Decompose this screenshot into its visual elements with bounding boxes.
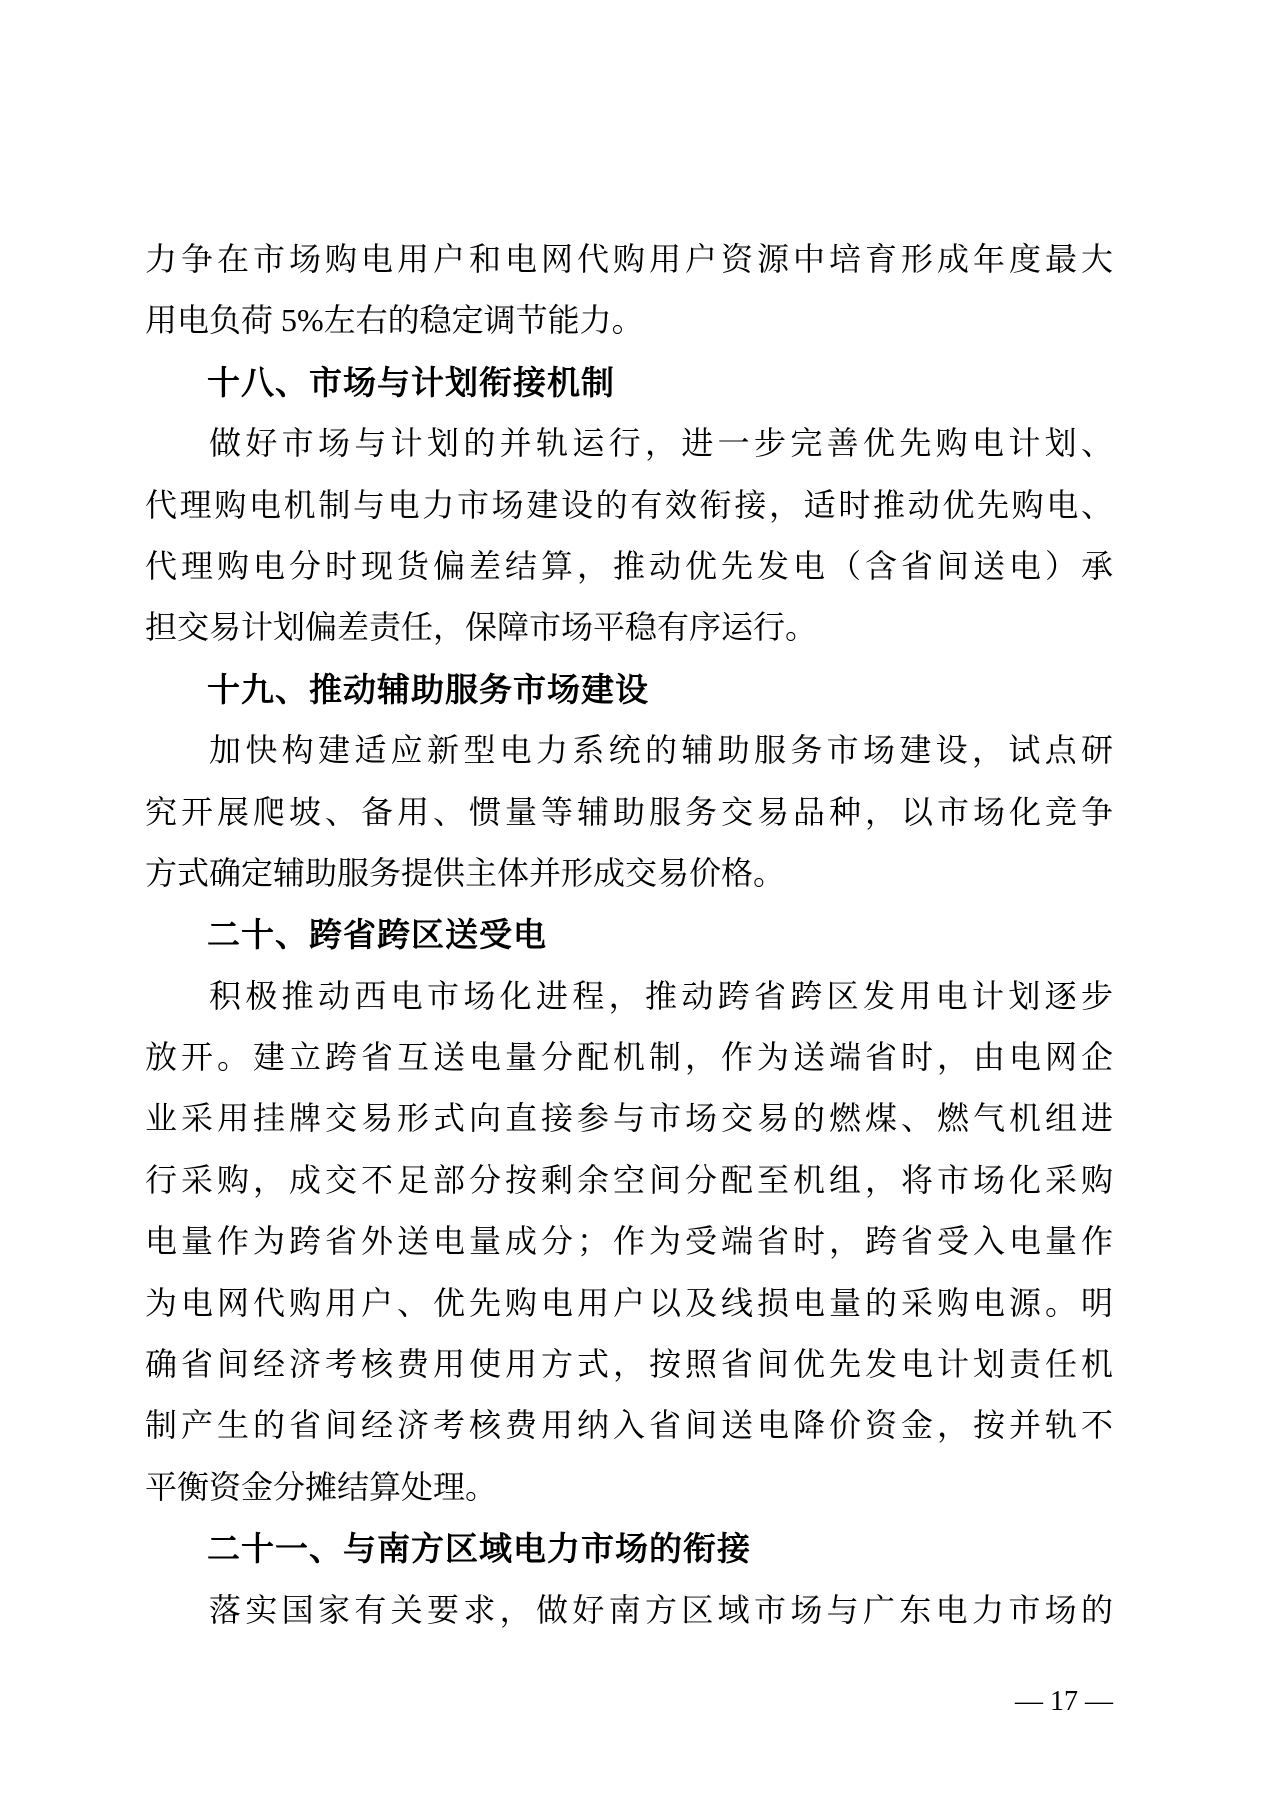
doc-line: 平衡资金分摊结算处理。 (145, 1468, 498, 1505)
doc-line: 代理购电机制与电力市场建设的有效衔接，适时推动优先购电、 (145, 486, 1113, 523)
doc-line: 电量作为跨省外送电量成分；作为受端省时，跨省受入电量作 (145, 1223, 1113, 1260)
doc-line: 放开。建立跨省互送电量分配机制，作为送端省时，由电网企 (145, 1039, 1113, 1076)
doc-line: 用电负荷 5%左右的稳定调节能力。 (145, 302, 644, 339)
section-heading: 十九、推动辅助服务市场建设 (207, 670, 649, 708)
section-heading: 二十、跨省跨区送受电 (207, 916, 547, 954)
doc-line: 落实国家有关要求，做好南方区域市场与广东电力市场的 (209, 1591, 1113, 1628)
page-number: — 17 — (1015, 1686, 1113, 1717)
doc-line: 担交易计划偏差责任，保障市场平稳有序运行。 (145, 609, 818, 646)
doc-line: 方式确定辅助服务提供主体并形成交易价格。 (145, 854, 786, 891)
section-heading: 二十一、与南方区域电力市场的衔接 (207, 1530, 751, 1568)
doc-line: 确省间经济考核费用使用方式，按照省间优先发电计划责任机 (145, 1346, 1113, 1383)
doc-line: 究开展爬坡、备用、惯量等辅助服务交易品种，以市场化竞争 (145, 793, 1113, 830)
doc-line: 积极推动西电市场化进程，推动跨省跨区发用电计划逐步 (209, 977, 1113, 1014)
document-body (145, 229, 1113, 1641)
doc-line: 做好市场与计划的并轨运行，进一步完善优先购电计划、 (209, 425, 1113, 462)
doc-line: 力争在市场购电用户和电网代购用户资源中培育形成年度最大 (145, 241, 1113, 277)
doc-line: 代理购电分时现货偏差结算，推动优先发电（含省间送电）承 (145, 547, 1113, 584)
doc-line: 加快构建适应新型电力系统的辅助服务市场建设，试点研 (209, 732, 1113, 769)
doc-line: 制产生的省间经济考核费用纳入省间送电降价资金，按并轨不 (145, 1407, 1113, 1444)
doc-line: 业采用挂牌交易形式向直接参与市场交易的燃煤、燃气机组进 (145, 1100, 1113, 1137)
doc-line: 行采购，成交不足部分按剩余空间分配至机组，将市场化采购 (145, 1161, 1113, 1198)
section-heading: 十八、市场与计划衔接机制 (207, 363, 615, 401)
doc-line: 为电网代购用户、优先购电用户以及线损电量的采购电源。明 (145, 1284, 1113, 1321)
